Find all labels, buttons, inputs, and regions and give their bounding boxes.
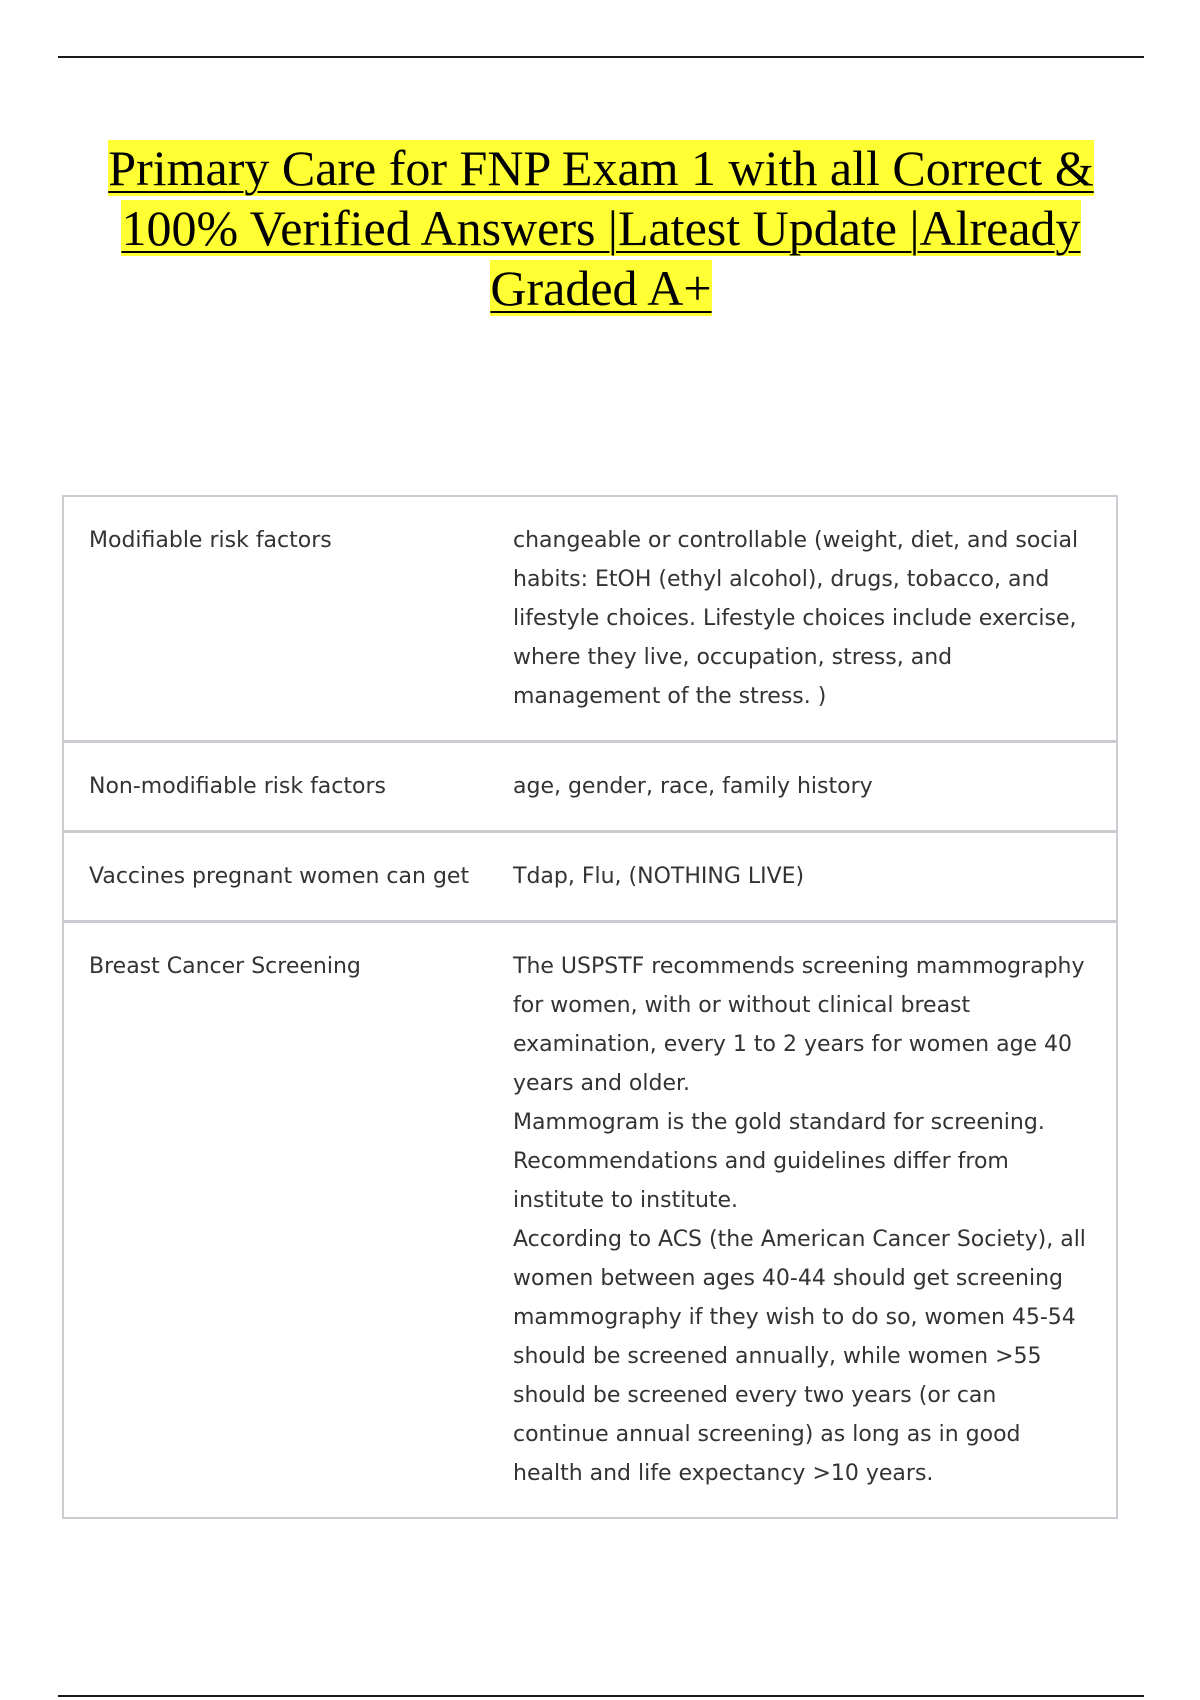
definition-paragraph: The USPSTF recommends screening mammography for women, with or without clinical breast examination, every 1 to 2 years for women age 40 years and older. bbox=[513, 954, 1085, 1096]
term-cell: Non-modifiable risk factors bbox=[89, 774, 386, 799]
flashcard-table bbox=[62, 495, 1118, 1519]
definition-cell bbox=[513, 923, 1116, 1517]
title-line-2: 100% Verified Answers |Latest Update |Already bbox=[121, 200, 1081, 256]
title-line-1: Primary Care for FNP Exam 1 with all Correct & bbox=[108, 140, 1094, 196]
table-row bbox=[64, 497, 1116, 743]
title-line-3: Graded A+ bbox=[490, 260, 712, 316]
table-row bbox=[64, 833, 1116, 923]
definition-paragraph: Mammogram is the gold standard for screening. Recommendations and guidelines differ from institute to institute. bbox=[513, 1110, 1045, 1213]
document-title bbox=[58, 138, 1144, 318]
bottom-rule bbox=[58, 1695, 1144, 1697]
term-cell: Vaccines pregnant women can get bbox=[89, 864, 470, 889]
definition-text: age, gender, race, family history bbox=[513, 774, 873, 799]
definition-cell bbox=[513, 833, 1116, 920]
definition-paragraph: According to ACS (the American Cancer Society), all women between ages 40-44 should get screening mammography if they wish to do so, women 45-54 should be screened annually, while women >55 should be screened every two years (or can continue annual screening) as long as in good health and life expectancy >10 years. bbox=[513, 1227, 1086, 1486]
definition-text: changeable or controllable (weight, diet, and social habits: EtOH (ethyl alcohol), drugs, tobacco, and lifestyle choices. Lifestyle choices include exercise, where they live, occupation, stress, and management of the stress. ) bbox=[513, 528, 1079, 709]
table-row bbox=[64, 923, 1116, 1517]
top-rule bbox=[58, 56, 1144, 58]
term-cell: Breast Cancer Screening bbox=[89, 954, 361, 979]
term-cell: Modifiable risk factors bbox=[89, 528, 332, 553]
definition-cell bbox=[513, 497, 1116, 740]
table-row bbox=[64, 743, 1116, 833]
definition-cell bbox=[513, 743, 1116, 830]
definition-text: Tdap, Flu, (NOTHING LIVE) bbox=[513, 864, 805, 889]
